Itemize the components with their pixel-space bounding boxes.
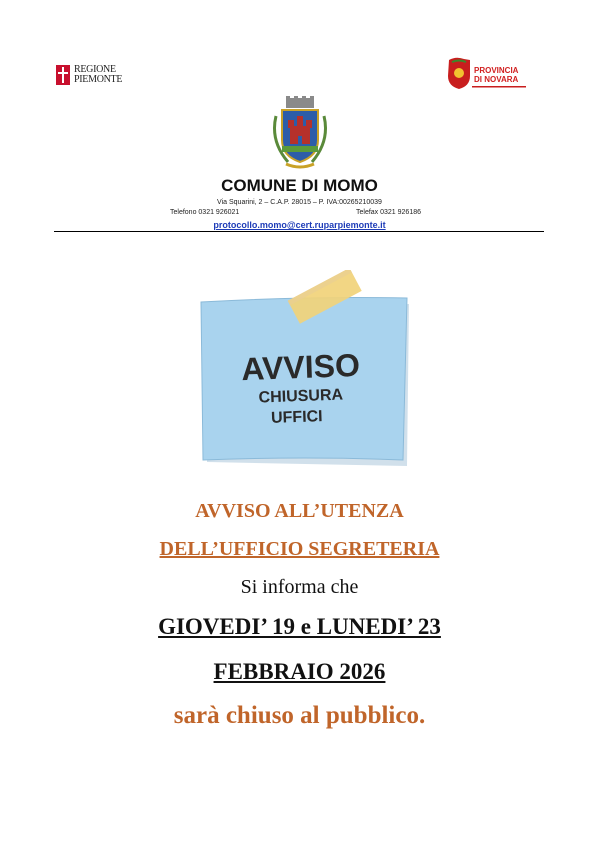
provincia-logo-line2: DI NOVARA: [474, 75, 519, 84]
note-line1: AVVISO: [240, 346, 361, 388]
notice-month-year: [0, 659, 599, 685]
note-line2: CHIUSURA: [258, 386, 344, 407]
piemonte-cross-icon: [56, 65, 70, 85]
notice-heading-line2-text: DELL’UFFICIO SEGRETERIA: [159, 538, 440, 560]
notice-heading-line2: [0, 538, 599, 561]
address-line: Via Squarini, 2 – C.A.P. 28015 – P. IVA:00265210039: [217, 199, 382, 206]
notice-closure-statement: sarà chiuso al pubblico.: [173, 702, 426, 729]
note-line3: UFFICI: [270, 408, 323, 427]
avviso-sticky-note: [197, 270, 417, 470]
notice-intro: Si informa che: [240, 576, 359, 598]
regione-logo-text: [74, 65, 122, 85]
provincia-logo-text: [474, 66, 518, 84]
telefax-line: Telefax 0321 926186: [356, 209, 421, 216]
notice-month-year-text: FEBBRAIO 2026: [213, 659, 386, 684]
regione-logo-line1: REGIONE: [74, 64, 116, 75]
regione-logo-line2: PIEMONTE: [74, 74, 123, 85]
pec-email-link[interactable]: protocollo.momo@cert.ruparpiemonte.it: [213, 220, 386, 230]
provincia-logo-line1: PROVINCIA: [474, 66, 519, 75]
notice-dates-text: GIOVEDI’ 19 e LUNEDI’ 23: [158, 614, 441, 639]
telefono-line: Telefono 0321 926021: [170, 209, 240, 216]
notice-heading-line1: AVVISO ALL’UTENZA: [195, 500, 404, 522]
header-divider: [54, 231, 544, 232]
comune-title: COMUNE DI MOMO: [221, 176, 378, 195]
regione-piemonte-logo: [56, 64, 123, 87]
notice-dates: [0, 614, 599, 640]
provincia-novara-logo: [446, 56, 526, 90]
comune-coat-of-arms-icon: [268, 96, 332, 172]
